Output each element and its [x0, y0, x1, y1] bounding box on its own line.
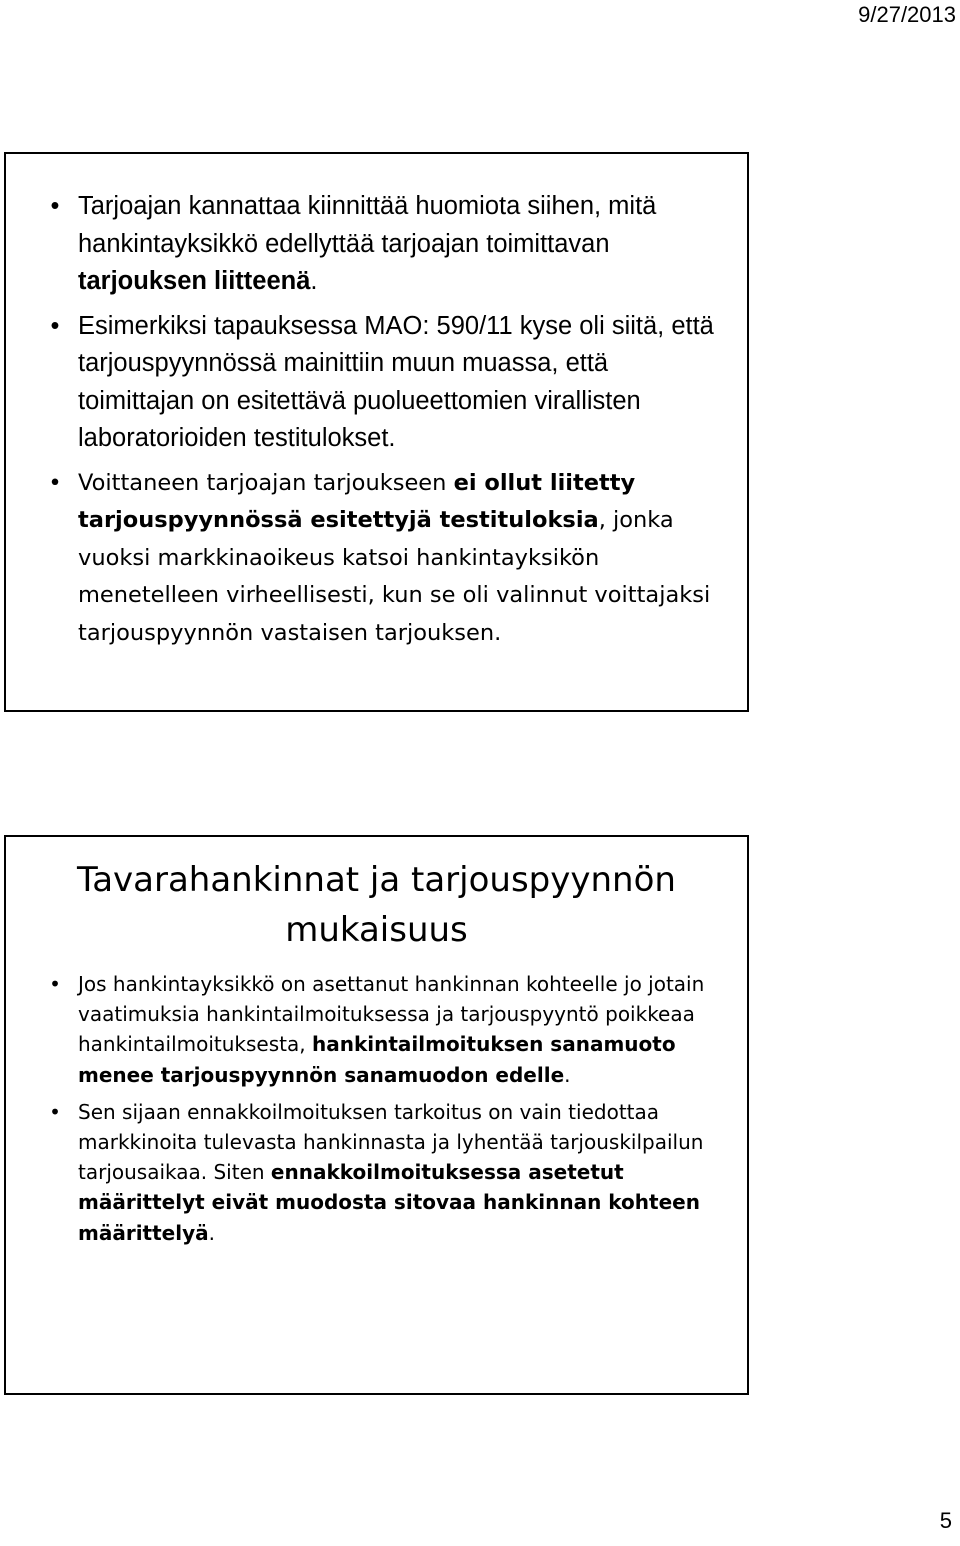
bullet-item	[48, 465, 729, 653]
bullet-icon: •	[48, 469, 62, 496]
bullet-icon: •	[50, 192, 60, 220]
slide-1-bullet-list	[48, 188, 729, 659]
bullet-item	[50, 308, 729, 458]
bullet-icon: •	[49, 1099, 61, 1124]
bullet-icon: •	[49, 972, 61, 996]
bullet-bold-text: tarjouksen liitteenä	[78, 267, 311, 295]
slide-2	[4, 835, 749, 1395]
bullet-text: Esimerkiksi tapauksessa MAO: 590/11 kyse oli siitä, että tarjouspyynnössä mainittiin muun muassa, että toimittajan on esitettävä puolueettomien virallisten laboratorioiden testitulokset.	[78, 311, 714, 452]
bullet-item	[50, 188, 729, 301]
bullet-bold-text: ei ollut liitetty tarjouspyynnössä esitettyjä testituloksia	[78, 469, 636, 533]
bullet-tail-text: .	[564, 1062, 571, 1087]
bullet-item	[49, 969, 717, 1090]
bullet-tail-text: .	[208, 1220, 215, 1245]
bullet-icon: •	[50, 311, 60, 340]
bullet-tail-text: .	[310, 267, 318, 295]
bullet-text: Jos hankintayksikkö on asettanut hankinnan kohteelle jo jotain vaatimuksia hankintailmoituksessa ja tarjouspyyntö poikkeaa hankintailmoituksesta,	[78, 972, 705, 1057]
slide-2-bullet-list	[49, 969, 717, 1255]
slide-1	[4, 152, 749, 712]
bullet-text: Tarjoajan kannattaa kiinnittää huomiota siihen, mitä hankintayksikkö edellyttää tarjoajan toimittavan	[78, 192, 657, 258]
bullet-text: Voittaneen tarjoajan tarjoukseen	[78, 469, 454, 496]
bullet-tail-text: , jonka vuoksi markkinaoikeus katsoi hankintayksikön menetelleen virheellisesti, kun se oli valinnut voittajaksi tarjouspyynnön vastaisen tarjouksen.	[78, 507, 711, 646]
slide-title: Tavarahankinnat ja tarjouspyynnön mukaisuus	[77, 860, 676, 950]
bullet-bold-text: ennakkoilmoituksessa asetetut määrittelyt eivät muodosta sitovaa hankinnan kohteen määrittelyä	[78, 1160, 700, 1245]
bullet-item	[49, 1097, 717, 1248]
date-header: 9/27/2013	[858, 2, 956, 27]
bullet-bold-text: hankintailmoituksen sanamuoto menee tarjouspyynnön sanamuodon edelle	[78, 1032, 676, 1087]
bullet-text: Sen sijaan ennakkoilmoituksen tarkoitus on vain tiedottaa markkinoita tulevasta hankinnasta ja lyhentää tarjouskilpailun tarjousaikaa. Siten	[78, 1099, 704, 1185]
page-number: 5	[939, 1508, 952, 1533]
